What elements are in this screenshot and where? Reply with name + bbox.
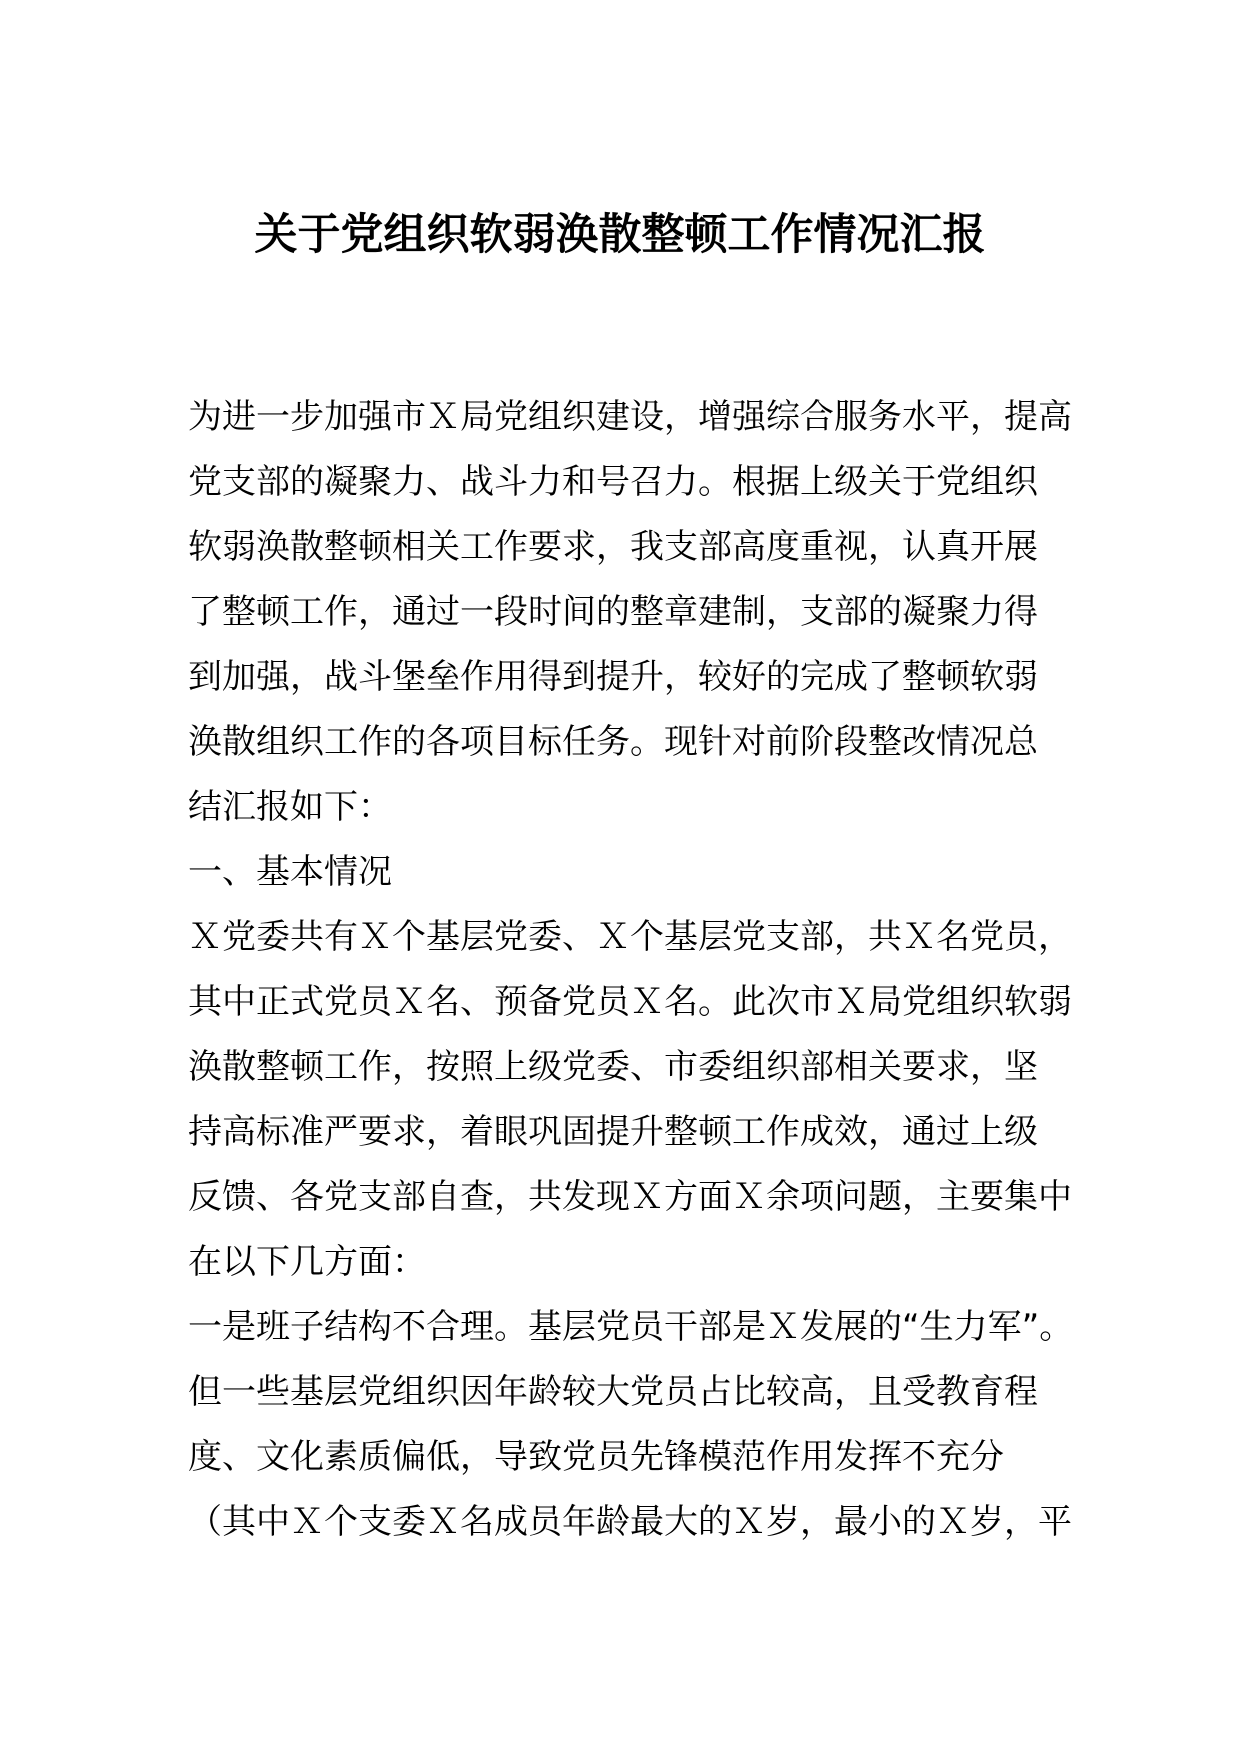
body-line: 但一些基层党组织因年龄较大党员占比较高，且受教育程	[188, 1372, 1038, 1412]
body-line: 反馈、各党支部自查，共发现Ｘ方面Ｘ余项问题，主要集中	[188, 1177, 1072, 1217]
body-line: 其中正式党员Ｘ名、预备党员Ｘ名。此次市Ｘ局党组织软弱	[188, 982, 1072, 1022]
section-heading: 一、基本情况	[188, 852, 392, 892]
body-line: 为进一步加强市Ｘ局党组织建设，增强综合服务水平，提高	[188, 397, 1072, 437]
body-line: 涣散整顿工作，按照上级党委、市委组织部相关要求，坚	[188, 1047, 1038, 1087]
body-line: 度、文化素质偏低，导致党员先锋模范作用发挥不充分	[188, 1437, 1004, 1477]
body-line: 到加强，战斗堡垒作用得到提升，较好的完成了整顿软弱	[188, 657, 1038, 697]
body-line: （其中Ｘ个支委Ｘ名成员年龄最大的Ｘ岁，最小的Ｘ岁，平	[188, 1502, 1072, 1542]
document-body	[188, 385, 1074, 1555]
body-line: 涣散组织工作的各项目标任务。现针对前阶段整改情况总	[188, 722, 1038, 762]
body-line: Ｘ党委共有Ｘ个基层党委、Ｘ个基层党支部，共Ｘ名党员，	[188, 917, 1072, 957]
body-line: 一是班子结构不合理。基层党员干部是Ｘ发展的“生力军”。	[188, 1307, 1074, 1347]
body-line: 软弱涣散整顿相关工作要求，我支部高度重视，认真开展	[188, 527, 1038, 567]
document-title: 关于党组织软弱涣散整顿工作情况汇报	[254, 210, 986, 260]
body-line: 持高标准严要求，着眼巩固提升整顿工作成效，通过上级	[188, 1112, 1038, 1152]
body-line: 在以下几方面：	[188, 1242, 426, 1282]
body-line: 党支部的凝聚力、战斗力和号召力。根据上级关于党组织	[188, 462, 1038, 502]
body-line: 结汇报如下：	[188, 787, 392, 827]
body-line: 了整顿工作，通过一段时间的整章建制，支部的凝聚力得	[188, 592, 1038, 632]
